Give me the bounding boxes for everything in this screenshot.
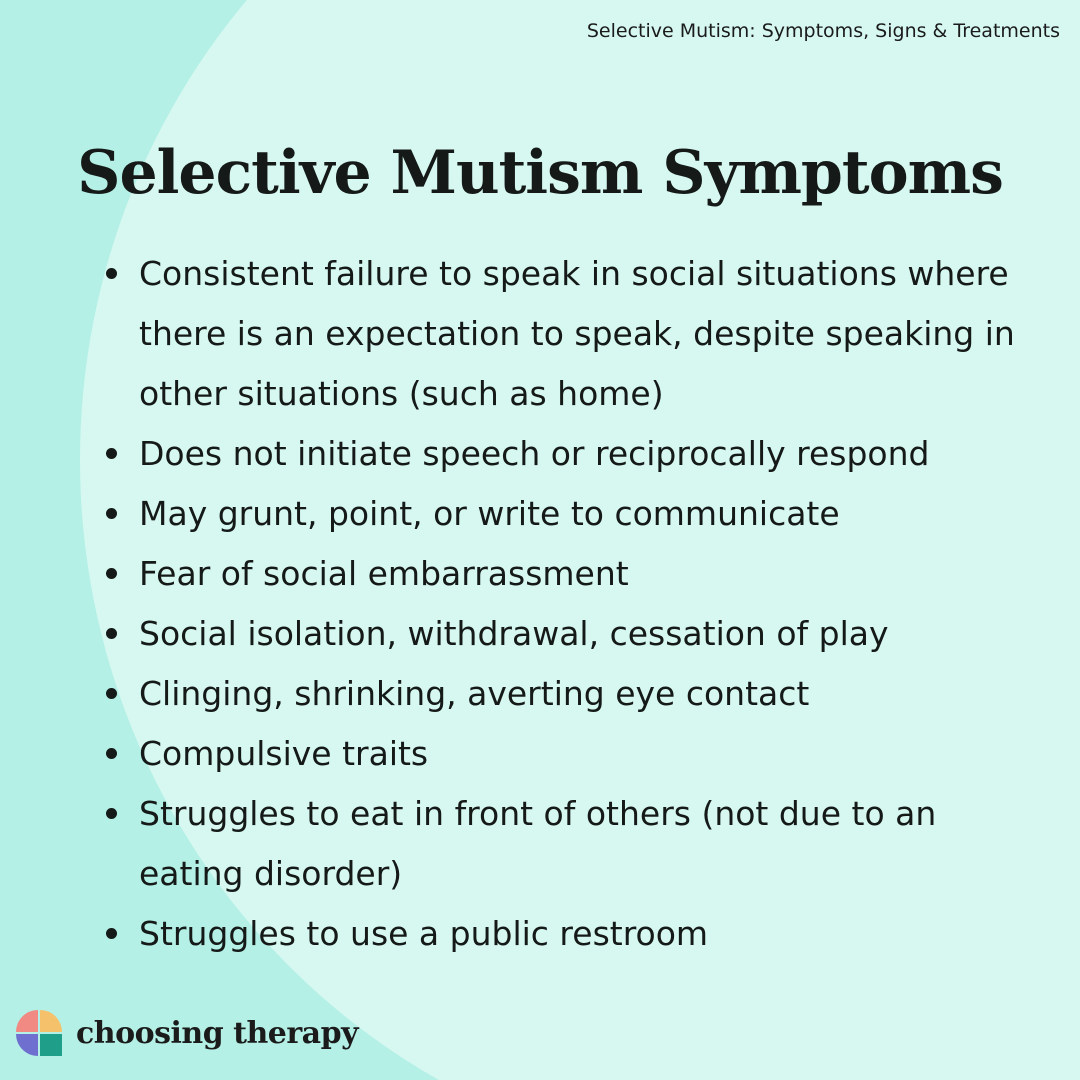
bullet-icon <box>106 568 117 579</box>
logo-petal-purple <box>16 1034 38 1056</box>
symptom-text: Clinging, shrinking, averting eye contact <box>139 674 810 713</box>
symptom-list <box>100 244 1040 964</box>
brand-name: choosing therapy <box>76 1015 359 1051</box>
bullet-icon <box>106 688 117 699</box>
symptom-item <box>100 604 1040 664</box>
bullet-icon <box>106 448 117 459</box>
page-title: Selective Mutism Symptoms <box>77 138 1003 208</box>
symptom-text: May grunt, point, or write to communicate <box>139 494 840 533</box>
brand-logo <box>14 1008 358 1058</box>
logo-petal-teal <box>40 1034 62 1056</box>
bullet-icon <box>106 748 117 759</box>
logo-petal-yellow <box>40 1010 62 1032</box>
bullet-icon <box>106 268 117 279</box>
symptom-text: Consistent failure to speak in social situations where there is an expectation to speak, despite speaking in other situations (such as home) <box>139 254 1015 413</box>
choosing-therapy-logo-icon <box>14 1008 64 1058</box>
symptom-item <box>100 724 1040 784</box>
symptom-item <box>100 904 1040 964</box>
symptom-text: Compulsive traits <box>139 734 429 773</box>
symptom-item <box>100 484 1040 544</box>
symptom-text: Struggles to eat in front of others (not due to an eating disorder) <box>139 794 937 893</box>
symptom-item <box>100 424 1040 484</box>
header-caption: Selective Mutism: Symptoms, Signs & Treatments <box>586 20 1060 42</box>
symptom-item <box>100 784 1040 904</box>
symptom-text: Struggles to use a public restroom <box>139 914 709 953</box>
symptom-text: Social isolation, withdrawal, cessation of play <box>139 614 889 653</box>
symptom-text: Does not initiate speech or reciprocally respond <box>139 434 930 473</box>
bullet-icon <box>106 808 117 819</box>
symptom-item <box>100 544 1040 604</box>
bullet-icon <box>106 508 117 519</box>
symptom-text: Fear of social embarrassment <box>139 554 629 593</box>
bullet-icon <box>106 928 117 939</box>
symptom-item <box>100 244 1040 424</box>
bullet-icon <box>106 628 117 639</box>
symptom-item <box>100 664 1040 724</box>
logo-petal-coral <box>16 1010 38 1032</box>
